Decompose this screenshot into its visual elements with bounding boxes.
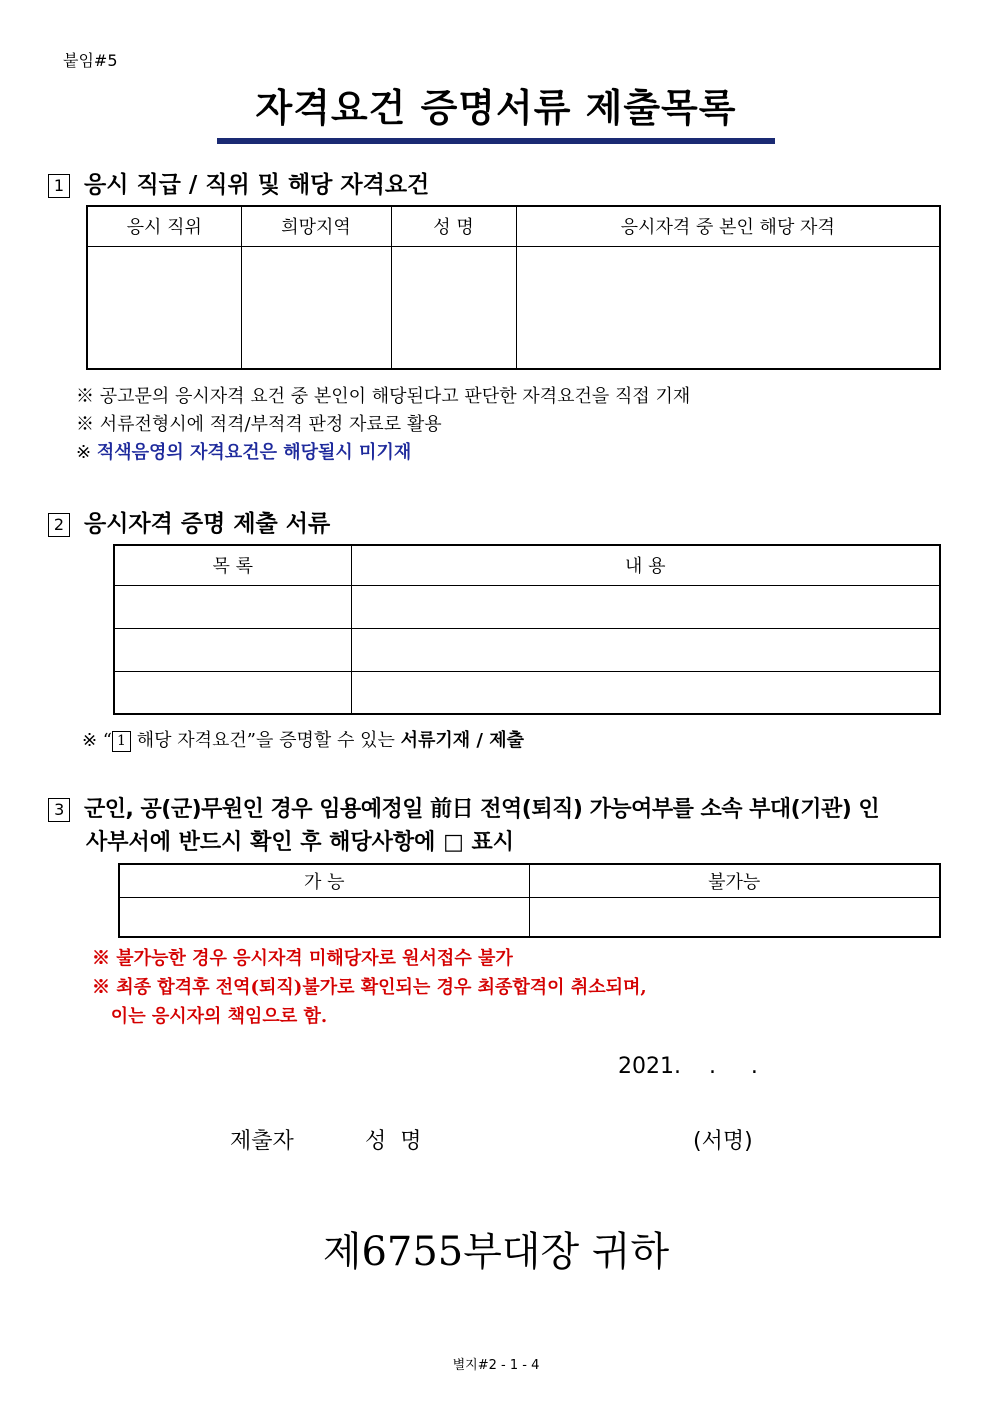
section2-title: 응시자격 증명 제출 서류 bbox=[84, 511, 331, 537]
header-name: 성 명 bbox=[391, 206, 516, 246]
page-title: 자격요건 증명서류 제출목록 bbox=[217, 82, 775, 144]
section3-note-3: 이는 응시자의 책임으로 함. bbox=[92, 1006, 328, 1027]
discharge-table bbox=[118, 863, 941, 938]
section3-note-2: ※ 최종 합격후 전역(퇴직)불가로 확인되는 경우 최종합격이 취소되며, bbox=[92, 977, 647, 998]
note-highlight: 적색음영의 자격요건은 해당될시 미기재 bbox=[96, 442, 412, 463]
impossible-cell[interactable] bbox=[529, 897, 940, 937]
header-list: 목 록 bbox=[114, 545, 351, 585]
input-qualification-cell[interactable] bbox=[516, 246, 940, 369]
attachment-label: 붙임#5 bbox=[63, 51, 118, 70]
section2-note bbox=[82, 726, 524, 752]
input-name-cell[interactable] bbox=[391, 246, 516, 369]
section3-heading bbox=[48, 792, 948, 823]
signature-label: (서명) bbox=[693, 1129, 753, 1154]
doc-content-cell[interactable] bbox=[351, 585, 940, 628]
documents-table bbox=[113, 544, 941, 715]
doc-list-cell[interactable] bbox=[114, 628, 351, 671]
qualification-table bbox=[86, 205, 941, 370]
section1-title: 응시 직급 / 직위 및 해당 자격요건 bbox=[84, 172, 430, 198]
doc-content-cell[interactable] bbox=[351, 671, 940, 714]
section3-number: 3 bbox=[48, 798, 70, 822]
header-possible: 가 능 bbox=[119, 864, 529, 897]
section1-note-3 bbox=[76, 438, 411, 464]
section2-number: 2 bbox=[48, 513, 70, 537]
input-position-cell[interactable] bbox=[87, 246, 241, 369]
name-label: 성 명 bbox=[365, 1129, 422, 1154]
header-qualification: 응시자격 중 본인 해당 자격 bbox=[516, 206, 940, 246]
note-number-box: 1 bbox=[112, 731, 131, 752]
note-mid: 해당 자격요건”을 증명할 수 있는 bbox=[131, 730, 401, 751]
note-prefix: ※ “ bbox=[82, 730, 113, 751]
section1-note-2: ※ 서류전형시에 적격/부적격 판정 자료로 활용 bbox=[76, 414, 442, 435]
section1-note-1: ※ 공고문의 응시자격 요건 중 본인이 해당된다고 판단한 자격요건을 직접 기재 bbox=[76, 386, 691, 407]
section1-number: 1 bbox=[48, 174, 70, 198]
recipient-line: 제6755부대장 귀하 bbox=[322, 1229, 670, 1275]
doc-list-cell[interactable] bbox=[114, 671, 351, 714]
date-line: 2021. . . bbox=[618, 1054, 758, 1079]
page-footer: 별지#2 - 1 - 4 bbox=[452, 1358, 540, 1373]
submitter-label: 제출자 bbox=[230, 1129, 294, 1154]
doc-content-cell[interactable] bbox=[351, 628, 940, 671]
input-region-cell[interactable] bbox=[241, 246, 391, 369]
note-bold: 서류기재 / 제출 bbox=[400, 730, 525, 751]
section3-heading-line2: 사부서에 반드시 확인 후 해당사항에 □ 표시 bbox=[86, 830, 515, 855]
header-impossible: 불가능 bbox=[529, 864, 940, 897]
header-position: 응시 직위 bbox=[87, 206, 241, 246]
header-content: 내 용 bbox=[351, 545, 940, 585]
section2-heading bbox=[48, 505, 330, 538]
section3-note-1: ※ 불가능한 경우 응시자격 미해당자로 원서접수 불가 bbox=[92, 948, 513, 969]
section3-title-line1: 군인, 공(군)무원인 경우 임용예정일 前日 전역(퇴직) 가능여부를 소속 부대(기관) 인 bbox=[84, 797, 880, 822]
section1-heading bbox=[48, 166, 429, 199]
possible-cell[interactable] bbox=[119, 897, 529, 937]
note-mark: ※ bbox=[76, 442, 92, 463]
doc-list-cell[interactable] bbox=[114, 585, 351, 628]
header-region: 희망지역 bbox=[241, 206, 391, 246]
